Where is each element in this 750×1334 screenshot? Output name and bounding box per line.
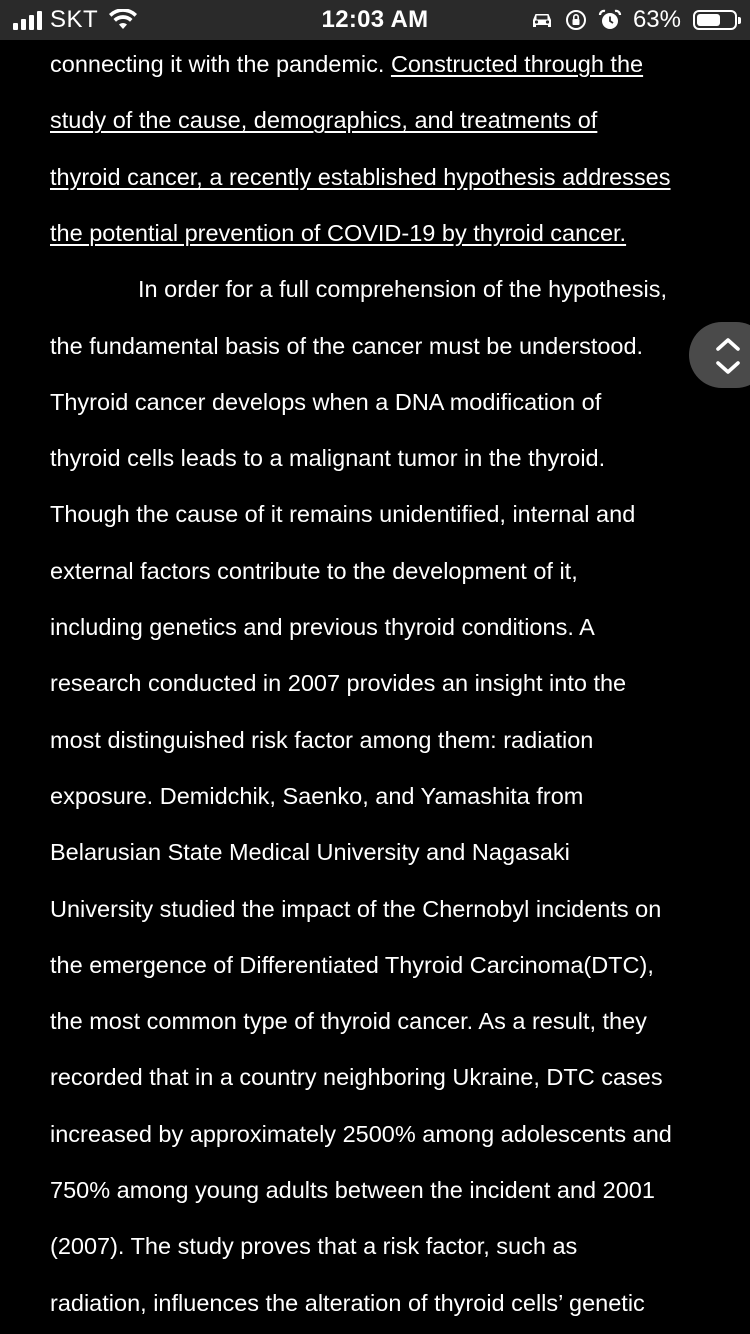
text-line (50, 781, 583, 811)
underlined-text: the potential prevention of COVID-19 by thyroid cancer. (50, 219, 627, 246)
text-segment: (2007). The study proves that a risk factor, such as (50, 1233, 578, 1260)
status-right (529, 6, 737, 34)
status-bar (0, 0, 750, 40)
text-line (50, 105, 597, 135)
chevron-down-icon[interactable] (715, 360, 741, 376)
text-segment: thyroid cells leads to a malignant tumor in the thyroid. (50, 445, 606, 472)
carrier-label: SKT (50, 6, 99, 33)
underlined-text: study of the cause, demographics, and treatments of (50, 107, 598, 134)
clock: 12:03 AM (321, 6, 429, 33)
text-segment: the emergence of Differentiated Thyroid Carcinoma(DTC), (50, 951, 654, 978)
text-line (50, 894, 661, 924)
battery-level (697, 14, 720, 26)
text-line (50, 950, 654, 980)
underlined-text: Constructed through the (390, 51, 644, 77)
text-segment: external factors contribute to the development of it, (50, 557, 578, 584)
text-line (50, 612, 595, 642)
text-line (50, 725, 593, 755)
text-line (50, 218, 626, 248)
text-line (50, 1175, 655, 1205)
text-line (50, 1062, 663, 1092)
battery-percent: 63% (632, 6, 681, 33)
text-line (138, 274, 667, 304)
text-segment: University studied the impact of the Chernobyl incidents on (50, 895, 662, 922)
text-segment: increased by approximately 2500% among adolescents and (50, 1120, 672, 1147)
text-segment: the fundamental basis of the cancer must be understood. (50, 332, 644, 359)
text-segment: the most common type of thyroid cancer. As a result, they (50, 1008, 647, 1035)
underlined-text: thyroid cancer, a recently established hypothesis addresses (50, 163, 671, 190)
battery-icon (693, 10, 737, 30)
chevron-up-icon[interactable] (715, 336, 741, 352)
text-line (50, 331, 643, 361)
text-segment: In order for a full comprehension of the hypothesis, (138, 276, 668, 303)
text-segment: Thyroid cancer develops when a DNA modification of (50, 388, 602, 415)
text-line (50, 162, 671, 192)
text-segment: 750% among young adults between the incident and 2001 (50, 1177, 655, 1203)
text-segment: research conducted in 2007 provides an insight into the (50, 670, 627, 697)
text-line (50, 1231, 577, 1261)
text-segment: connecting it with the pandemic. (50, 51, 391, 77)
text-segment: including genetics and previous thyroid conditions. A (50, 614, 595, 640)
text-line (50, 556, 578, 586)
text-segment: radiation, influences the alteration of thyroid cells’ genetic (50, 1289, 645, 1316)
orientation-lock-icon (563, 9, 589, 31)
text-segment: Belarusian State Medical University and Nagasaki (50, 839, 570, 866)
text-line (50, 837, 570, 867)
page-navigator[interactable] (689, 322, 750, 388)
text-segment: recorded that in a country neighboring Ukraine, DTC cases (50, 1064, 663, 1091)
text-segment: most distinguished risk factor among them: radiation (50, 726, 594, 753)
text-line (50, 1119, 672, 1149)
text-line (50, 49, 643, 79)
text-segment: Though the cause of it remains unidentified, internal and (50, 501, 636, 528)
text-line (50, 443, 605, 473)
text-line (50, 1288, 645, 1318)
text-segment: exposure. Demidchik, Saenko, and Yamashita from (50, 782, 584, 809)
text-line (50, 1006, 647, 1036)
text-line (50, 668, 626, 698)
text-line (50, 387, 601, 417)
car-icon (529, 9, 555, 31)
alarm-icon (597, 9, 623, 31)
text-line (50, 499, 635, 529)
